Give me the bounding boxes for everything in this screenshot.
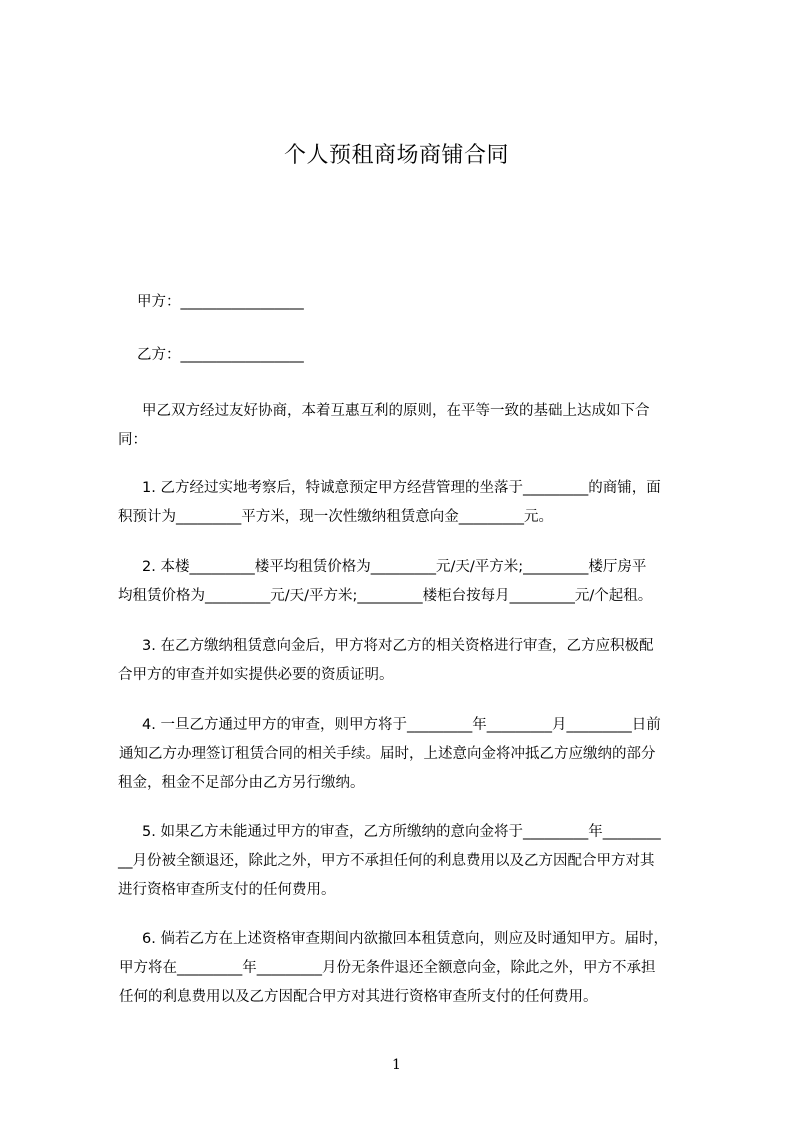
- party-b-line: 乙方：_________________: [137, 347, 304, 363]
- clause-3-line-1: 3. 在乙方缴纳租赁意向金后，甲方将对乙方的相关资格进行审查，乙方应积极配: [142, 638, 654, 654]
- clause-6-line-2: 甲方将在_________年_________月份无条件退还全额意向金，除此之外，甲方不承担: [119, 960, 656, 976]
- clause-6-line-3: 任何的利息费用以及乙方因配合甲方对其进行资格审查所支付的任何费用。: [119, 989, 598, 1005]
- document-title: 个人预租商场商铺合同: [283, 143, 509, 168]
- clause-3-paragraph: [118, 632, 710, 690]
- page-number: 1: [392, 1057, 401, 1073]
- clause-1-line-1: 1. 乙方经过实地考察后，特诚意预定甲方经营管理的坐落于_________的商铺，面: [142, 480, 661, 496]
- clause-2-line-1: 2. 本楼_________楼平均租赁价格为_________元/天/平方米;_________楼厅房平: [142, 559, 647, 575]
- clause-5-paragraph: [118, 818, 710, 905]
- clause-4-line-1: 4. 一旦乙方通过甲方的审查，则甲方将于_________年_________月_________日前: [142, 717, 661, 733]
- clause-2-line-2: 均租赁价格为_________元/天/平方米;_________楼柜台按每月_________元/个起租。: [118, 588, 653, 604]
- clause-4-line-2: 通知乙方办理签订租赁合同的相关手续。届时，上述意向金将冲抵乙方应缴纳的部分: [119, 746, 656, 762]
- clause-5-line-3: 进行资格审查所支付的任何费用。: [118, 882, 336, 898]
- clause-1-line-2: 积预计为_________平方米，现一次性缴纳租赁意向金_________元。: [118, 509, 553, 525]
- clause-2-paragraph: [118, 553, 710, 611]
- preamble-paragraph: [118, 397, 710, 455]
- clause-3-line-2: 合甲方的审查并如实提供必要的资质证明。: [118, 667, 394, 683]
- clause-5-line-1: 5. 如果乙方未能通过甲方的审查，乙方所缴纳的意向金将于_________年________: [142, 824, 661, 840]
- clause-6-paragraph: [118, 925, 710, 1012]
- clause-5-line-2: __月份被全额退还，除此之外，甲方不承担任何的利息费用以及乙方因配合甲方对其: [118, 853, 655, 869]
- clause-1-paragraph: [118, 474, 710, 532]
- party-a-line: 甲方：_________________: [137, 294, 304, 310]
- clause-6-line-1: 6. 倘若乙方在上述资格审查期间内欲撤回本租赁意向，则应及时通知甲方。届时，: [142, 931, 668, 947]
- clause-4-paragraph: [118, 711, 710, 798]
- preamble-line-1: 甲乙双方经过友好协商，本着互惠互利的原则，在平等一致的基础上达成如下合: [142, 403, 650, 419]
- clause-4-line-3: 租金，租金不足部分由乙方另行缴纳。: [118, 775, 365, 791]
- preamble-line-2: 同：: [118, 432, 147, 448]
